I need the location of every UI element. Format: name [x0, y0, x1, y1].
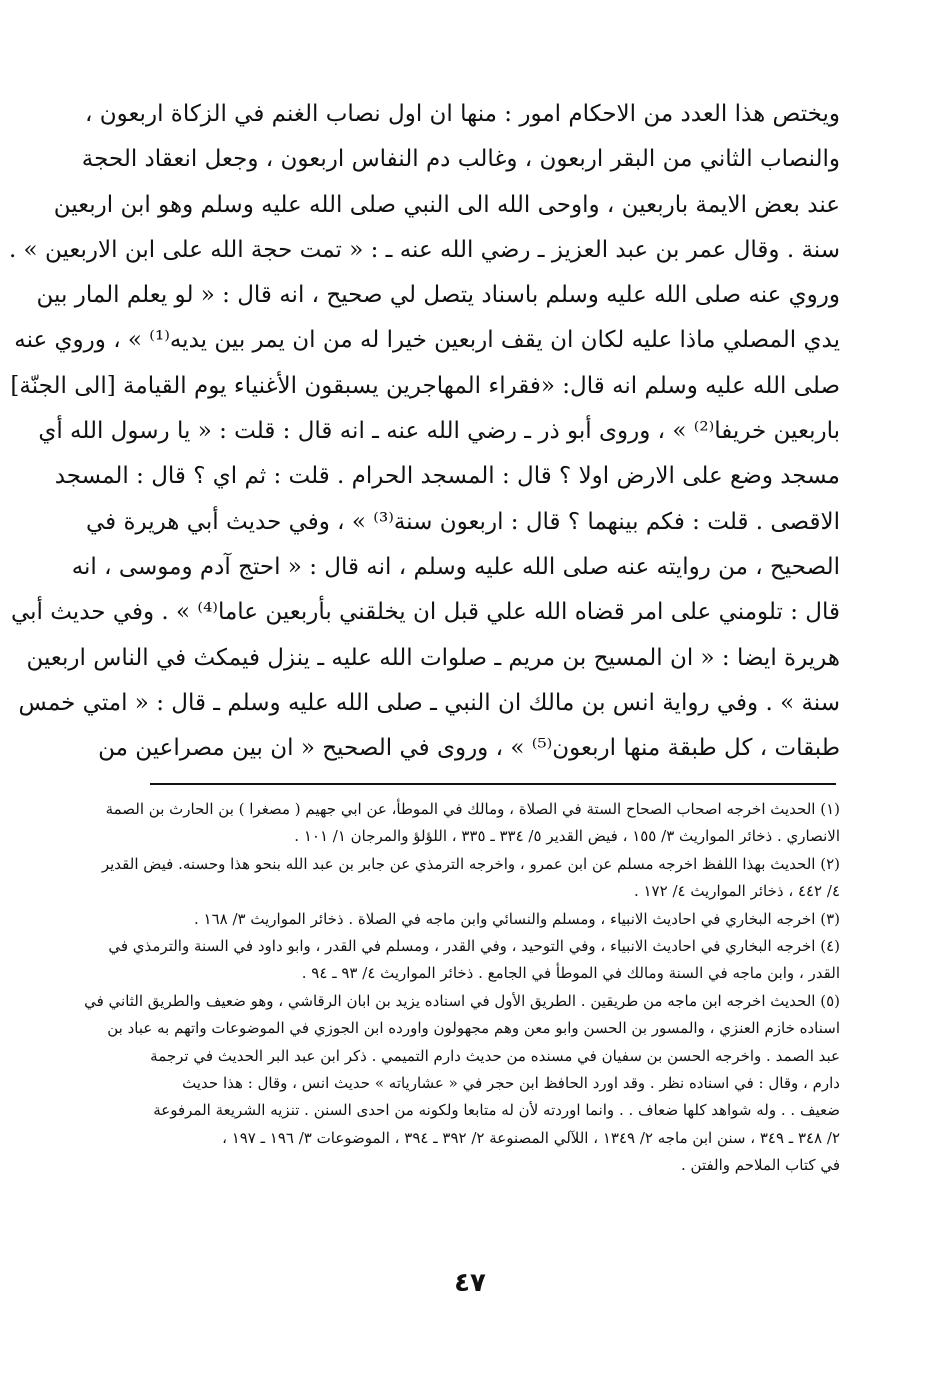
- page-number: ٤٧: [454, 1268, 486, 1298]
- footnote-separator-rule: [150, 783, 836, 785]
- main-text-line: سنة » . وفي رواية انس بن مالك ان النبي ـ صلى الله عليه وسلم ـ قال : « امتي خمس: [18, 689, 840, 716]
- main-text-line: يدي المصلي ماذا عليه لكان ان يقف اربعين خيرا له من ان يمر بين يديه⁽¹⁾ » ، وروي عنه: [14, 327, 840, 354]
- footnote-line: في كتاب الملاحم والفتن .: [680, 1156, 840, 1175]
- main-text-line: طبقات ، كل طبقة منها اربعون⁽⁵⁾ » ، وروى في الصحيح « ان بين مصراعين من: [98, 735, 840, 762]
- footnote-line: ضعيف . . وله شواهد كلها ضعاف . . وانما اوردته لأن له متابعا ولكونه من احدى السنن . تنزيه الشريعة المرفوعة: [153, 1101, 840, 1120]
- main-text-line: الاقصى . قلت : فكم بينهما ؟ قال : اربعون سنة⁽³⁾ » ، وفي حديث أبي هريرة في: [85, 508, 840, 535]
- footnote-line: (١) الحديث اخرجه اصحاب الصحاح الستة في الصلاة ، ومالك في الموطأ، عن ابي جهيم ( مصغرا ) بن الحارث بن الصمة: [105, 800, 840, 818]
- footnote-line: عبد الصمد . واخرجه الحسن بن سفيان في مسنده من حديث دارم التميمي . ذكر ابن عبد البر الحديث في ترجمة: [150, 1046, 840, 1065]
- main-text-line: سنة . وقال عمر بن عبد العزيز ـ رضي الله عنه ـ : « تمت حجة الله على ابن الاربعين » .: [8, 236, 840, 263]
- footnote-line: اسناده خازم العنزي ، والمسور بن الحسن وابو معن وهم مجهولون واورده ابن الجوزي في الموضوعات واتهم به عباد بن: [107, 1019, 840, 1038]
- main-text-line: قال : تلومني على امر قضاه الله علي قبل ان يخلقني بأربعين عاما⁽⁴⁾ » . وفي حديث أبي: [10, 599, 840, 626]
- footnote-line: دارم ، وقال : في اسناده نظر . وقد اورد الحافظ ابن حجر في « عشارياته » حديث انس ، وقال : هذا حديث: [182, 1073, 840, 1092]
- main-text-line: وروي عنه صلى الله عليه وسلم باسناد يتصل لي صحيح ، انه قال : « لو يعلم المار بين: [36, 282, 840, 309]
- main-text-line: ويختص هذا العدد من الاحكام امور : منها ان اول نصاب الغنم في الزكاة اربعون ،: [84, 101, 840, 127]
- footnote-line: الانصاري . ذخائر المواريث ٣/ ١٥٥ ، فيض القدير ٥/ ٣٣٤ ـ ٣٣٥ ، اللؤلؤ والمرجان ١/ ١٠١ .: [294, 827, 840, 846]
- footnote-line: (٤) اخرجه البخاري في احاديث الانبياء ، وفي التوحيد ، وفي القدر ، ومسلم في القدر ، وابو داود في السنة والترمذي في: [108, 936, 840, 955]
- footnotes-section: [84, 796, 840, 1179]
- footnote-line: القدر ، وابن ماجه في السنة ومالك في الموطأ في الجامع . ذخائر المواريث ٤/ ٩٣ ـ ٩٤ .: [301, 964, 840, 983]
- main-text-line: مسجد وضع على الارض اولا ؟ قال : المسجد الحرام . قلت : ثم اي ؟ قال : المسجد: [54, 463, 840, 490]
- main-text-line: هريرة ايضا : « ان المسيح بن مريم ـ صلوات الله عليه ـ ينزل فيمكث في الناس اربعين: [26, 644, 840, 671]
- main-text-line: والنصاب الثاني من البقر اربعون ، وغالب دم النفاس اربعون ، وجعل انعقاد الحجة: [81, 146, 840, 173]
- main-body-text: [8, 92, 840, 771]
- main-text-line: عند بعض الايمة باربعين ، واوحى الله الى النبي صلى الله عليه وسلم وهو ابن اربعين: [53, 191, 840, 218]
- main-text-line: باربعين خريفا⁽²⁾ » ، وروى أبو ذر ـ رضي الله عنه ـ انه قال : قلت : « يا رسول الله أي: [38, 418, 840, 445]
- footnote-line: (٣) اخرجه البخاري في احاديث الانبياء ، ومسلم والنسائي وابن ماجه في الصلاة . ذخائر المواريث ٣/ ١٦٨ .: [194, 909, 840, 928]
- footnote-line: (٢) الحديث بهذا اللفظ اخرجه مسلم عن ابن عمرو ، واخرجه الترمذي عن جابر بن عبد الله بنحو هذا وحسنه. فيض القدير: [101, 854, 840, 873]
- main-text-line: صلى الله عليه وسلم انه قال: «فقراء المهاجرين يسبقون الأغنياء يوم القيامة [الى الجنّة]: [10, 372, 840, 399]
- main-text-line: الصحيح ، من روايته عنه صلى الله عليه وسلم ، انه قال : « احتج آدم وموسى ، انه: [71, 553, 840, 580]
- footnote-line: (٥) الحديث اخرجه ابن ماجه من طريقين . الطريق الأول في اسناده يزيد بن ابان الرقاشي ، وهو ضعيف والطريق الثاني في: [84, 991, 840, 1010]
- footnote-line: ٢/ ٣٤٨ ـ ٣٤٩ ، سنن ابن ماجه ٢/ ١٣٤٩ ، اللآلي المصنوعة ٢/ ٣٩٢ ـ ٣٩٤ ، الموضوعات ٣/ ١٩٦ ـ ١٩٧ ،: [222, 1128, 840, 1147]
- footnote-line: ٤/ ٤٤٢ ، ذخائر المواريث ٤/ ١٧٢ .: [633, 882, 840, 901]
